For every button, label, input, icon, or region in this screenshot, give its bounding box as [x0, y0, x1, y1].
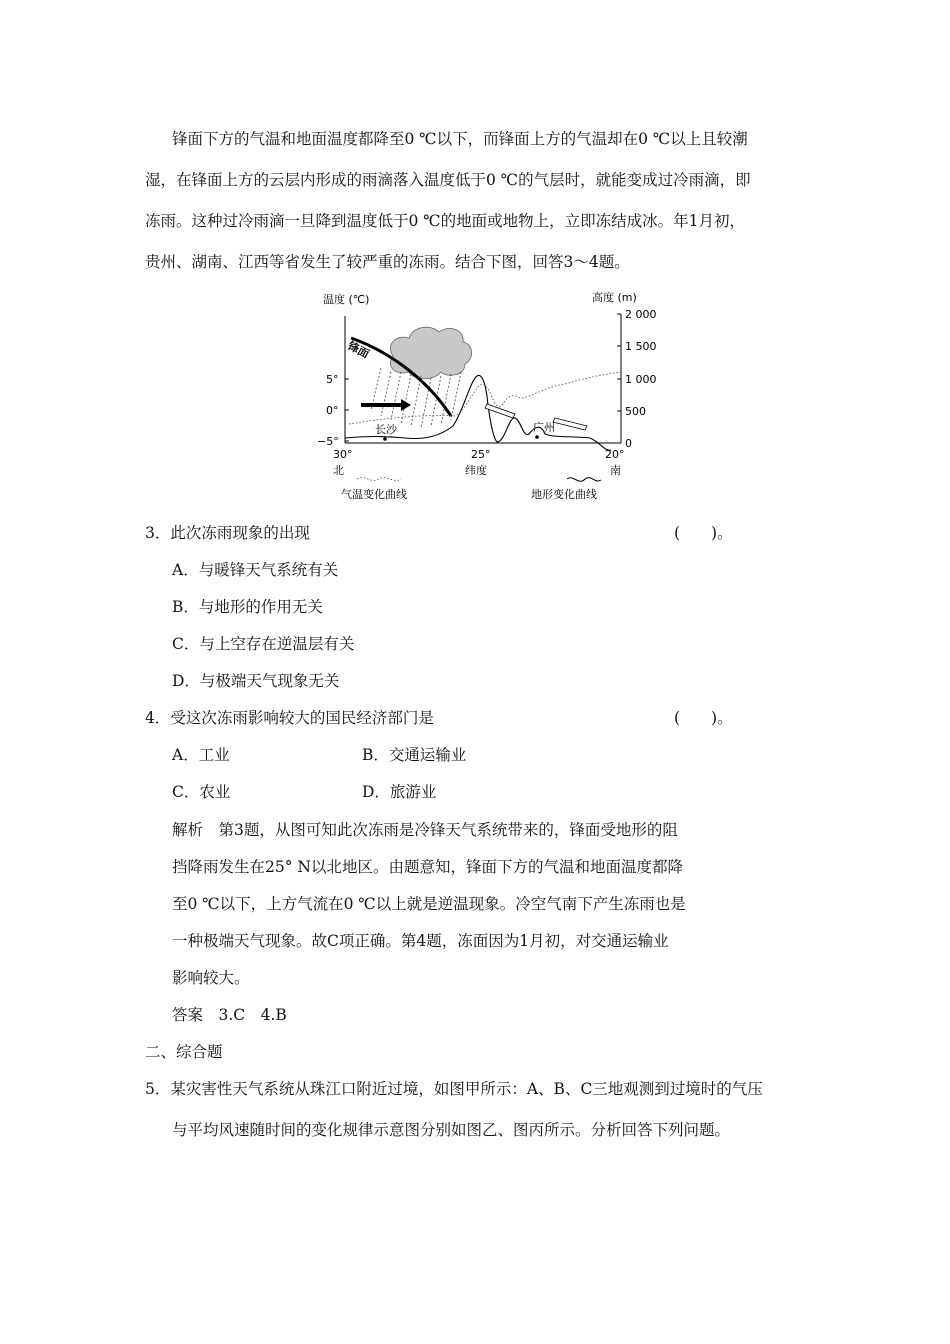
right-tick-1500: 1 500 [625, 340, 657, 353]
analysis-line-4: 一种极端天气现象。故C项正确。第4题，冻面因为1月初，对交通运输业 [172, 932, 669, 950]
q3-stem: 3．此次冻雨现象的出现 [145, 524, 310, 542]
legend-terrain: 地形变化曲线 [531, 488, 597, 501]
left-tick-neg5: −5° [317, 435, 339, 448]
front-label: 锋面 [345, 339, 372, 361]
intro-line-1: 锋面下方的气温和地面温度都降至0 ℃以下，而锋面上方的气温却在0 ℃以上且较潮 [172, 130, 748, 148]
q4-option-a: A．工业 [172, 746, 230, 764]
q4-option-b: B．交通运输业 [362, 746, 467, 764]
q3-answer-blank: ( )。 [674, 524, 733, 542]
cloud [390, 327, 471, 379]
x-tick-25: 25° [471, 448, 491, 461]
intro-line-3: 冻雨。这种过冷雨滴一旦降到温度低于0 ℃的地面或地物上，立即冻结成冰。年1月初， [145, 212, 745, 230]
q3-option-d: D．与极端天气现象无关 [172, 672, 340, 690]
frozen-rain-figure [305, 286, 657, 511]
section-heading: 二、综合题 [145, 1043, 223, 1061]
guangzhou-dot [535, 435, 539, 439]
answer-line: 答案 3.C 4.B [172, 1006, 287, 1024]
wind-arrow-2 [553, 418, 587, 430]
changsha-dot [383, 437, 387, 441]
q5-line-2: 与平均风速随时间的变化规律示意图分别如图乙、图丙所示。分析回答下列问题。 [172, 1121, 731, 1139]
right-tick-2000: 2 000 [625, 308, 657, 321]
x-label-latitude: 纬度 [465, 464, 487, 477]
x-label-south: 南 [610, 464, 621, 477]
q5-line-1: 5．某灾害性天气系统从珠江口附近过境，如图甲所示：A、B、C三地观测到过境时的气压 [145, 1080, 763, 1098]
intro-line-2: 湿，在锋面上方的云层内形成的雨滴落入温度低于0 ℃的气层时，就能变成过冷雨滴，即 [145, 171, 751, 189]
analysis-line-5: 影响较大。 [172, 969, 250, 987]
temperature-curve [349, 372, 621, 424]
right-tick-0: 0 [625, 437, 632, 450]
x-tick-30: 30° [333, 448, 353, 461]
city-changsha: 长沙 [375, 423, 397, 436]
left-tick-0: 0° [326, 404, 339, 417]
q3-option-b: B．与地形的作用无关 [172, 598, 323, 616]
q4-answer-blank: ( )。 [674, 709, 733, 727]
left-axis-title: 温度 (℃) [323, 293, 370, 306]
legend-temp: 气温变化曲线 [341, 488, 407, 501]
analysis-line-1: 解析 第3题，从图可知此次冻雨是冷锋天气系统带来的，锋面受地形的阻 [172, 821, 678, 839]
q3-option-c: C．与上空存在逆温层有关 [172, 635, 355, 653]
q4-option-c: C．农业 [172, 783, 231, 801]
x-label-north: 北 [333, 464, 344, 477]
right-axis-title: 高度 (m) [592, 291, 637, 304]
q3-option-a: A．与暖锋天气系统有关 [172, 561, 339, 579]
left-tick-5: 5° [326, 373, 339, 386]
city-guangzhou: 广州 [533, 421, 555, 434]
right-tick-500: 500 [625, 405, 646, 418]
q4-stem: 4．受这次冻雨影响较大的国民经济部门是 [145, 709, 434, 727]
intro-line-4: 贵州、湖南、江西等省发生了较严重的冻雨。结合下图，回答3～4题。 [145, 253, 630, 271]
legend-terrain-sample [567, 478, 601, 482]
analysis-line-3: 至0 ℃以下，上方气流在0 ℃以上就是逆温现象。冷空气南下产生冻雨也是 [172, 895, 686, 913]
analysis-line-2: 挡降雨发生在25° N以北地区。由题意知，锋面下方的气温和地面温度都降 [172, 858, 683, 876]
q4-option-d: D．旅游业 [362, 783, 437, 801]
legend-temp-sample [357, 478, 401, 481]
right-tick-1000: 1 000 [625, 373, 657, 386]
x-tick-20: 20° [605, 448, 625, 461]
